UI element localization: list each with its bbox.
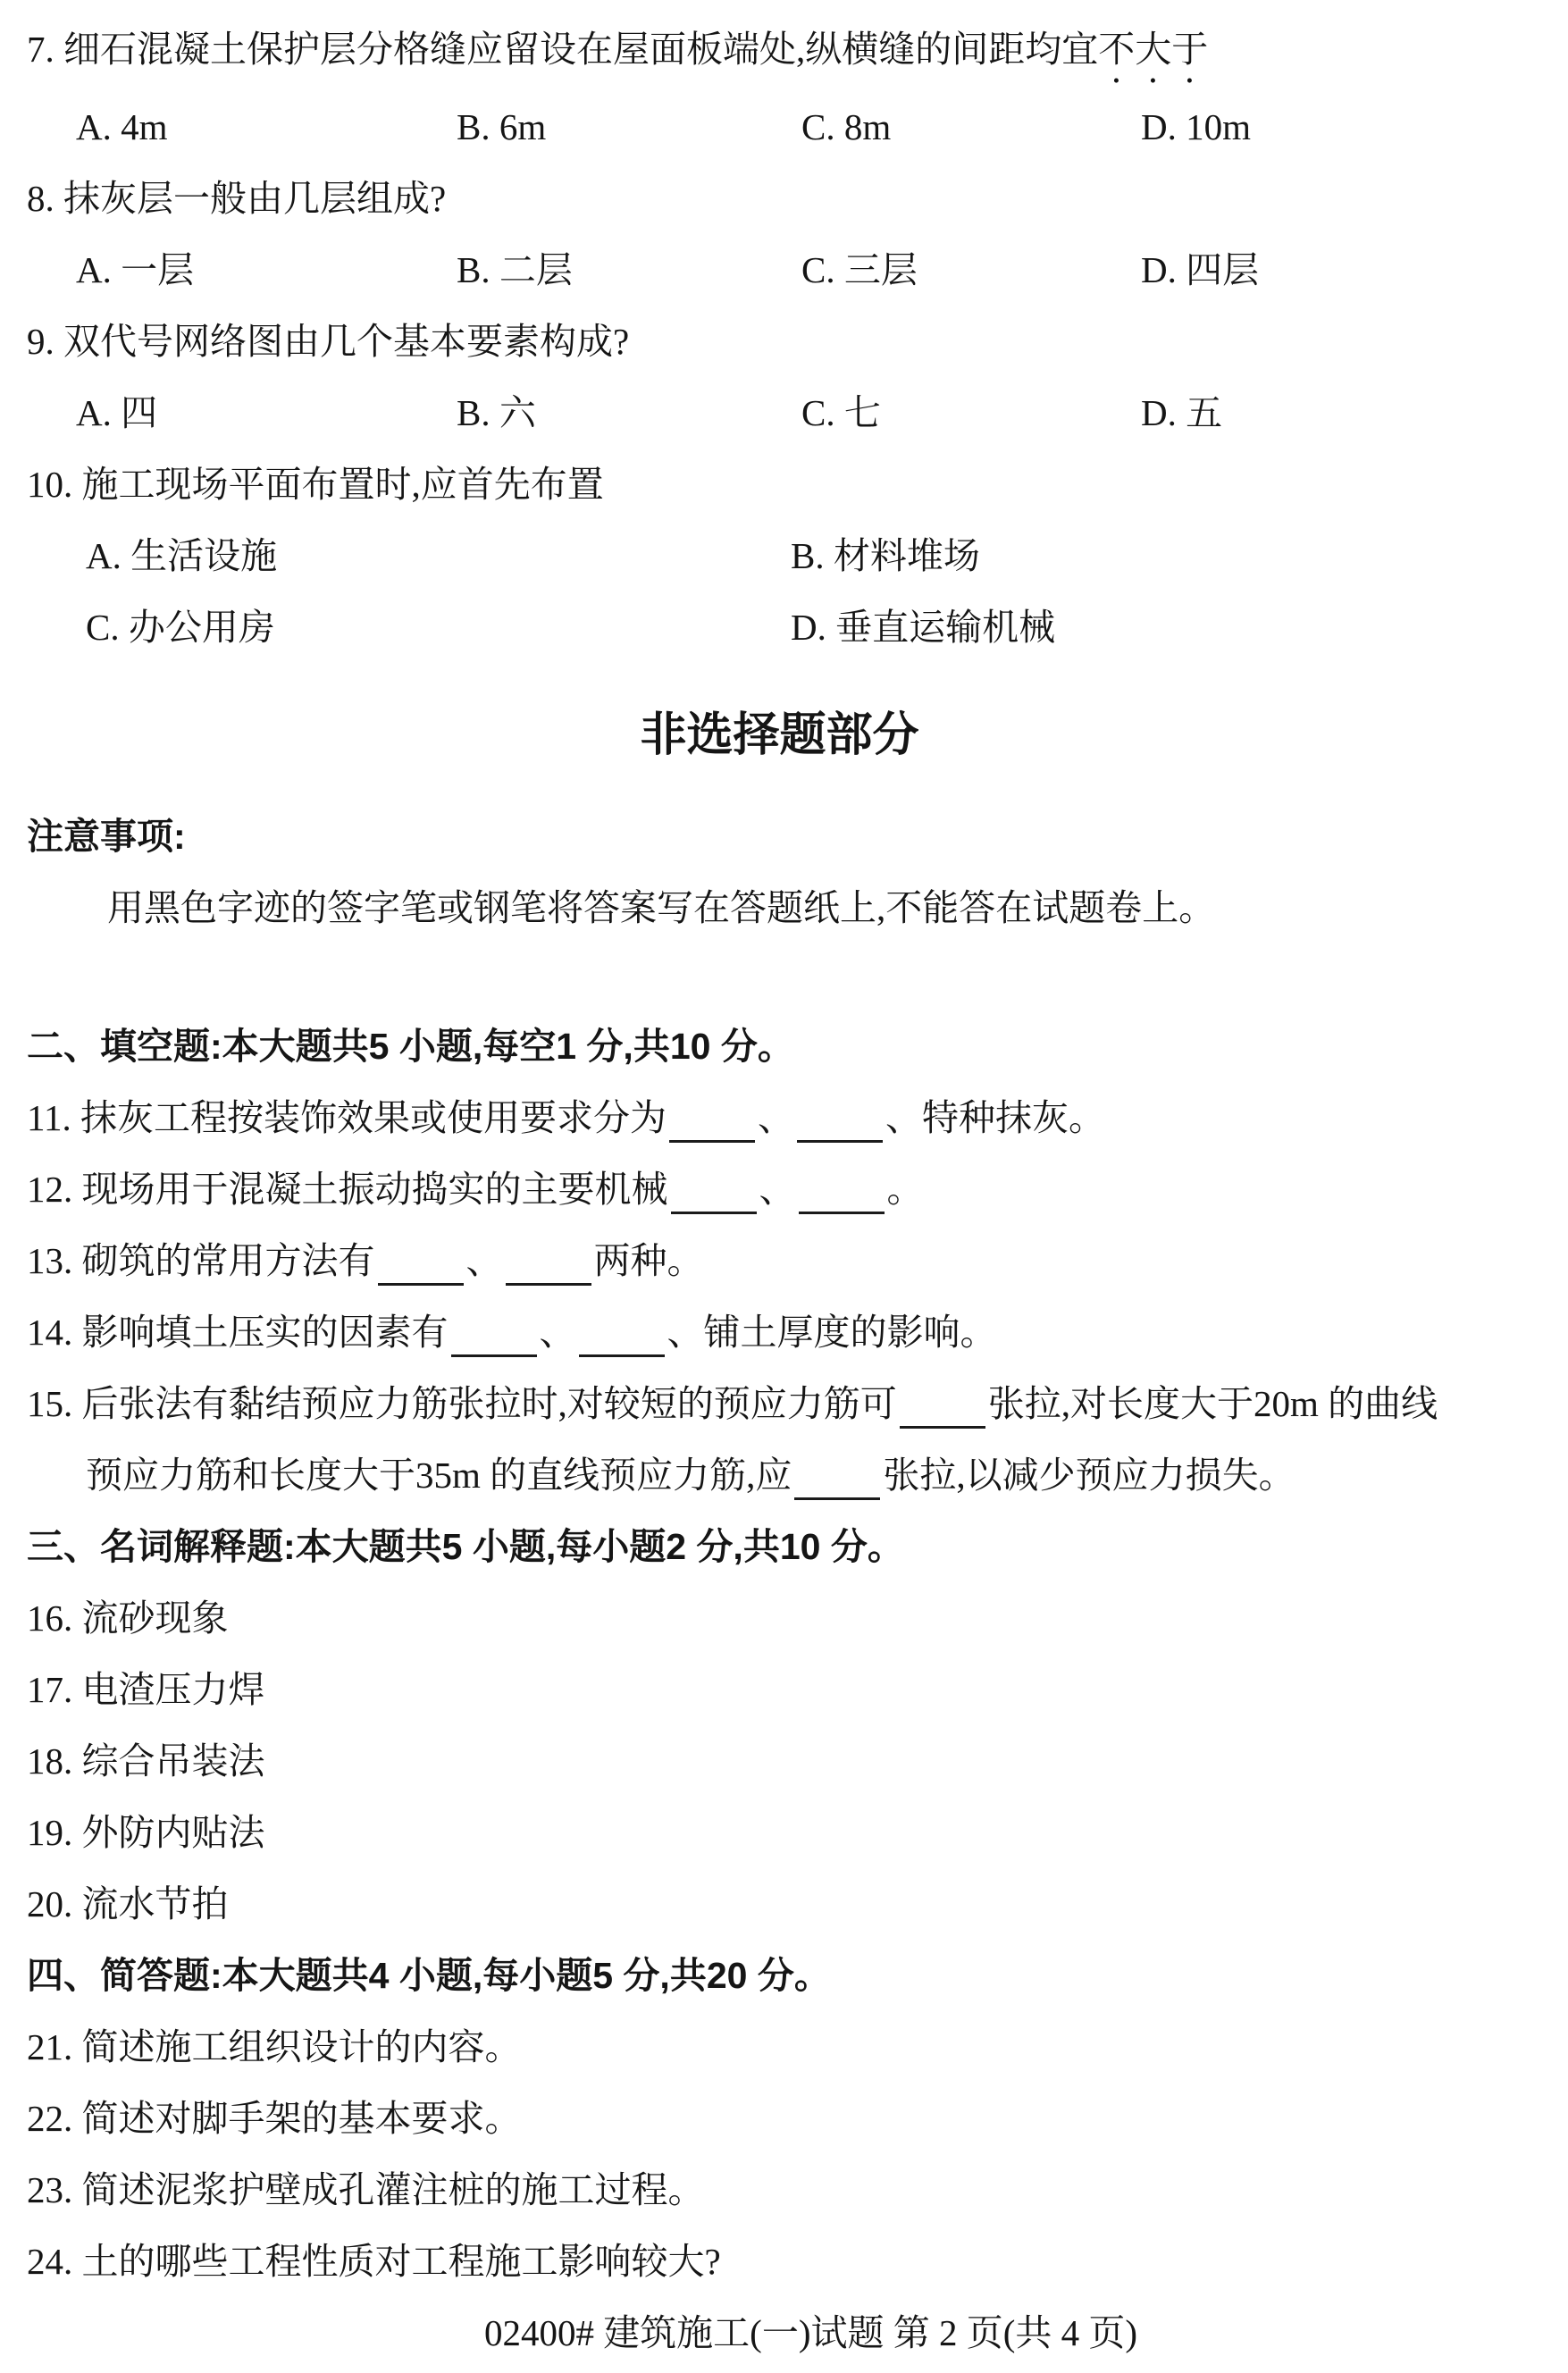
question-21: 21. 简述施工组织设计的内容。 — [27, 2026, 522, 2067]
option-9-c: C. 七 — [801, 392, 881, 433]
question-16: 16. 流砂现象 — [27, 1597, 229, 1639]
option-7-b: B. 6m — [457, 106, 547, 147]
answer-blank — [669, 1140, 755, 1143]
notice-text: 用黑色字迹的签字笔或钢笔将答案写在答题纸上,不能答在试题卷上。 — [107, 887, 1216, 928]
question-24: 24. 土的哪些工程性质对工程施工影响较大? — [27, 2241, 721, 2282]
question-12-tail: 。 — [886, 1169, 924, 1210]
answer-blank — [451, 1354, 537, 1357]
question-22: 22. 简述对脚手架的基本要求。 — [27, 2098, 522, 2139]
answer-blank — [506, 1283, 591, 1286]
option-7-c: C. 8m — [801, 106, 892, 147]
question-9-options — [76, 377, 1532, 449]
option-8-c: C. 三层 — [801, 249, 918, 290]
question-17: 17. 电渣压力焊 — [27, 1669, 265, 1710]
question-18: 18. 综合吊装法 — [27, 1740, 265, 1782]
question-7-stem — [27, 13, 1532, 91]
question-9-stem: 9. 双代号网络图由几个基本要素构成? — [27, 321, 630, 362]
option-10-a: A. 生活设施 — [86, 535, 278, 576]
page-footer: 02400# 建筑施工(一)试题 第 2 页(共 4 页) — [483, 2312, 1138, 2353]
question-11 — [27, 1082, 1532, 1153]
question-11-text: 11. 抹灰工程按装饰效果或使用要求分为 — [27, 1097, 667, 1138]
question-11-tail: 、特种抹灰。 — [885, 1097, 1105, 1138]
separator-text: 、 — [757, 1097, 794, 1138]
option-8-b: B. 二层 — [457, 249, 573, 290]
question-12-text: 12. 现场用于混凝土振动捣实的主要机械 — [27, 1169, 668, 1210]
option-8-a: A. 一层 — [76, 249, 195, 290]
question-15-text-line2: 预应力筋和长度大于35m 的直线预应力筋,应 — [86, 1455, 792, 1496]
question-10-options-row-2 — [86, 591, 1532, 663]
question-15-text: 15. 后张法有黏结预应力筋张拉时,对较短的预应力筋可 — [27, 1383, 897, 1424]
option-8-d: D. 四层 — [1141, 249, 1260, 290]
answer-blank — [797, 1140, 883, 1143]
question-12 — [27, 1153, 1532, 1225]
question-8-stem: 8. 抹灰层一般由几层组成? — [27, 178, 447, 219]
answer-blank — [378, 1283, 464, 1286]
option-7-d: D. 10m — [1141, 106, 1251, 147]
question-15-tail: 张拉,以减少预应力损失。 — [883, 1455, 1295, 1496]
question-13-text: 13. 砌筑的常用方法有 — [27, 1240, 375, 1281]
question-20: 20. 流水节拍 — [27, 1883, 229, 1924]
question-13 — [27, 1225, 1532, 1296]
answer-blank — [794, 1497, 880, 1500]
question-15-line-2 — [86, 1439, 1532, 1511]
answer-blank — [900, 1426, 985, 1429]
separator-text: 、 — [465, 1240, 503, 1281]
question-8-options — [76, 234, 1532, 306]
section-2-heading: 二、填空题:本大题共5 小题,每空1 分,共10 分。 — [27, 1026, 794, 1067]
option-10-c: C. 办公用房 — [86, 607, 275, 648]
question-15-text-continued: 张拉,对长度大于20m 的曲线 — [987, 1383, 1438, 1424]
option-10-d: D. 垂直运输机械 — [791, 607, 1056, 648]
question-15-line-1 — [27, 1368, 1532, 1439]
answer-blank — [799, 1212, 885, 1214]
answer-blank — [579, 1354, 665, 1357]
question-13-tail: 两种。 — [593, 1240, 704, 1281]
option-9-d: D. 五 — [1141, 392, 1223, 433]
answer-blank — [671, 1212, 757, 1214]
option-9-a: A. 四 — [76, 392, 158, 433]
question-10-options-row-1 — [86, 520, 1532, 591]
question-7-emphasized-text: 不大于 — [1098, 29, 1209, 70]
section-3-heading: 三、名词解释题:本大题共5 小题,每小题2 分,共10 分。 — [27, 1526, 904, 1567]
question-23: 23. 简述泥浆护壁成孔灌注桩的施工过程。 — [27, 2169, 705, 2210]
question-14-text: 14. 影响填土压实的因素有 — [27, 1312, 449, 1353]
section-4-heading: 四、简答题:本大题共4 小题,每小题5 分,共20 分。 — [27, 1955, 831, 1996]
option-10-b: B. 材料堆场 — [791, 535, 980, 576]
separator-text: 、 — [759, 1169, 796, 1210]
question-10-stem: 10. 施工现场平面布置时,应首先布置 — [27, 464, 604, 505]
option-9-b: B. 六 — [457, 392, 536, 433]
separator-text: 、 — [539, 1312, 576, 1353]
option-7-a: A. 4m — [76, 106, 168, 147]
notice-label: 注意事项: — [27, 816, 186, 857]
question-7-options — [76, 91, 1532, 163]
question-14 — [27, 1296, 1532, 1368]
non-choice-part-heading: 非选择题部分 — [640, 709, 919, 761]
question-7-text: 7. 细石混凝土保护层分格缝应留设在屋面板端处,纵横缝的间距均宜 — [27, 29, 1099, 70]
question-14-tail: 、铺土厚度的影响。 — [667, 1312, 997, 1353]
question-19: 19. 外防内贴法 — [27, 1812, 265, 1853]
